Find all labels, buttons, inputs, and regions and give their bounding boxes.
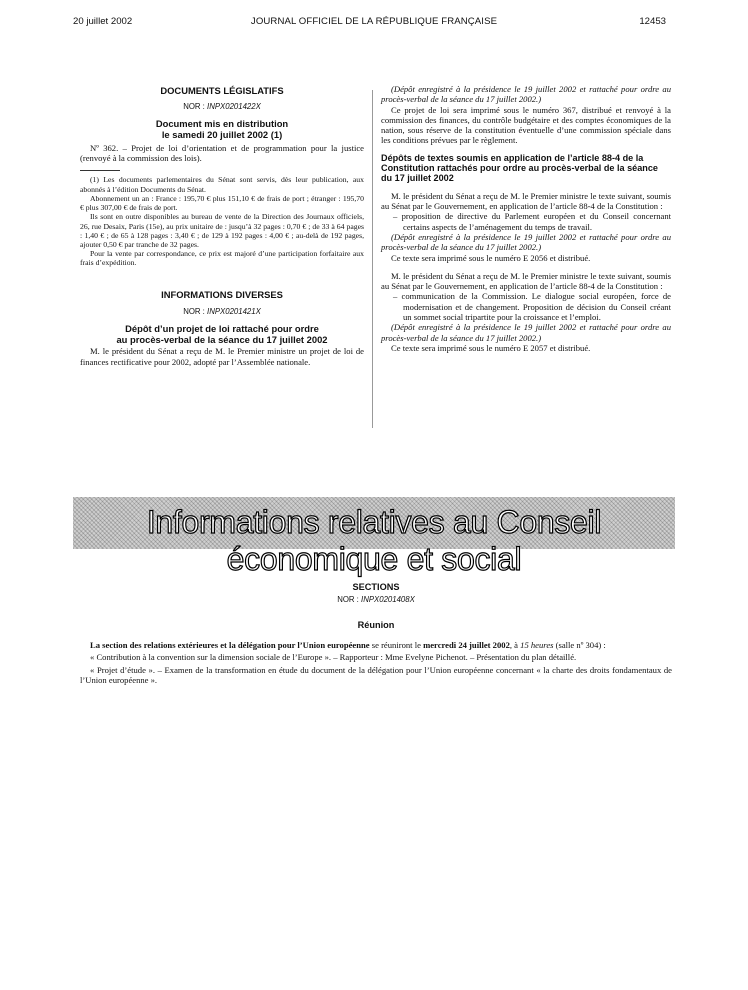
footnote-1: (1) Les documents parlementaires du Sénat sont servis, dès leur publication, aux abonnés à l’édition Documents du Sénat.: [80, 175, 364, 194]
meeting-date: mercredi 24 juillet 2002: [423, 639, 510, 650]
nor-reference: [80, 595, 672, 606]
meeting-text: , à: [509, 639, 521, 650]
footnote-subscription: Abonnement un an : France : 195,70 € plus 151,10 € de frais de port ; étranger : 195,70 € plus 307,00 € de frais de port.: [80, 193, 364, 213]
agenda-item-projet-etude: « Projet d’étude ». – Examen de la transformation en étude du document de la délégation pour l’Union européenne concernant « la charte des droits fondamentaux de l’Union européenne ».: [80, 664, 672, 686]
meeting-text: se réuniront le: [369, 639, 424, 650]
section-title-documents-legislatifs: DOCUMENTS LÉGISLATIFS: [160, 85, 284, 96]
section-title-informations-diverses: INFORMATIONS DIVERSES: [161, 288, 283, 300]
header-page-number: 12453: [639, 16, 666, 27]
nor-code: INPX0201422X: [207, 102, 261, 111]
sections-title: SECTIONS: [352, 582, 400, 592]
nor-reference: [80, 102, 364, 112]
depot-record-note: (Dépôt enregistré à la présidence le 19 juillet 2002 et rattaché pour ordre au procès-verbal de la séance du 17 juillet 2002.): [381, 231, 671, 253]
depot-text: M. le président du Sénat a reçu de M. le Premier ministre un projet de loi de finances rectificative pour 2002, adopté par l’Assemblée nationale.: [80, 346, 364, 367]
document-title-line2: le samedi 20 juillet 2002 (1): [161, 129, 283, 141]
meeting-bodies: La section des relations extérieures et la délégation pour l’Union européenne: [90, 639, 370, 650]
list-item-directive: – proposition de directive du Parlement européen et du Conseil concernant certains aspects de l’aménagement du temps de travail.: [393, 211, 671, 232]
paragraph-received-text: M. le président du Sénat a reçu de M. le Premier ministre le texte suivant, soumis au Sénat par le Gouvernement, en application de l’article 88-4 de la Constitution :: [381, 270, 671, 292]
left-column: [80, 85, 364, 367]
meeting-room: (salle nº 304) :: [553, 639, 606, 650]
section-heading-article-88-4: Dépôts de textes soumis en application de l’article 88-4 de la Constitution rattachés pour ordre au procès-verbal de la séance du 17 juillet 2002: [381, 152, 658, 183]
footnote-mail-order: Pour la vente par correspondance, ce prix est majoré d’une participation forfaitaire aux frais d’expédition.: [80, 249, 364, 268]
depot-record-note: (Dépôt enregistré à la présidence le 19 juillet 2002 et rattaché pour ordre au procès-verbal de la séance du 17 juillet 2002.): [381, 84, 671, 105]
depot-record-note: (Dépôt enregistré à la présidence le 19 juillet 2002 et rattaché pour ordre au procès-verbal de la séance du 17 juillet 2002.): [381, 322, 671, 343]
document-title-line1: Document mis en distribution: [155, 118, 289, 130]
right-column: [381, 84, 671, 353]
meeting-announcement: [80, 640, 672, 651]
printing-note-e2057: Ce texte sera imprimé sous le numéro E 2057 et distribué.: [391, 342, 591, 353]
reunion-title: Réunion: [357, 619, 395, 630]
section-banner: [73, 497, 675, 577]
list-item-communication: – communication de la Commission. Le dialogue social européen, force de modernisation et de changement. Proposition de décision du Conseil créant un sommet social tripartite pour la croissance et l’emploi.: [393, 291, 671, 323]
nor-label: NOR :: [183, 306, 205, 316]
depot-title-line2: au procès-verbal de la séance du 17 juillet 2002: [116, 333, 328, 345]
header-date: 20 juillet 2002: [73, 16, 133, 27]
nor-label: NOR :: [183, 102, 205, 111]
ces-section: [80, 582, 672, 686]
header-title: JOURNAL OFFICIEL DE LA RÉPUBLIQUE FRANÇAISE: [250, 16, 498, 27]
banner-title: Informations relatives au Conseil économique et social: [146, 504, 602, 577]
footnote-rule: [80, 170, 120, 171]
nor-label: NOR :: [337, 595, 359, 604]
nor-reference: [80, 307, 364, 317]
nor-code: INPX0201421X: [207, 306, 261, 316]
printing-note: Ce projet de loi sera imprimé sous le numéro 367, distribué et renvoyé à la commission des finances, du contrôle budgétaire et des comptes économiques de la nation, sous réserve de la constitution éventuelle d’une commission spéciale dans les conditions prévues par le règlement.: [381, 104, 671, 146]
meeting-time: 15 heures: [520, 639, 554, 650]
page-header: [0, 16, 748, 30]
depot-title-line1: Dépôt d’un projet de loi rattaché pour ordre: [125, 322, 319, 334]
document-item: Nº 362. – Projet de loi d’orientation et de programmation pour la justice (renvoyé à la commission des lois).: [80, 142, 364, 164]
printing-note-e2056: Ce texte sera imprimé sous le numéro E 2056 et distribué.: [391, 252, 591, 263]
agenda-item-contribution: « Contribution à la convention sur la dimension sociale de l’Europe ». – Rapporteur : Mme Evelyne Pichenot. – Présentation du plan détaillé.: [90, 652, 577, 663]
nor-code: INPX0201408X: [361, 595, 415, 604]
paragraph-received-text: M. le président du Sénat a reçu de M. le Premier ministre le texte suivant, soumis au Sénat par le Gouvernement, en application de l’article 88-4 de la Constitution :: [381, 190, 671, 212]
depot-title: [80, 324, 364, 346]
column-divider: [372, 90, 373, 428]
document-distribution-title: [80, 119, 364, 141]
footnote-sale-prices: Ils sont en outre disponibles au bureau de vente de la Direction des Journaux officiels, 26, rue Desaix, Paris (15e), au prix unitaire de : jusqu’à 32 pages : 0,70 € ; de 33 à 64 pages : 1,40 € ; de 65 à 128 pages : 3,40 € ; de 129 à 192 pages : 4,00 € ; au-delà de 192 pages, ajouter 0,50 € par tranche de 32 pages.: [80, 212, 364, 249]
